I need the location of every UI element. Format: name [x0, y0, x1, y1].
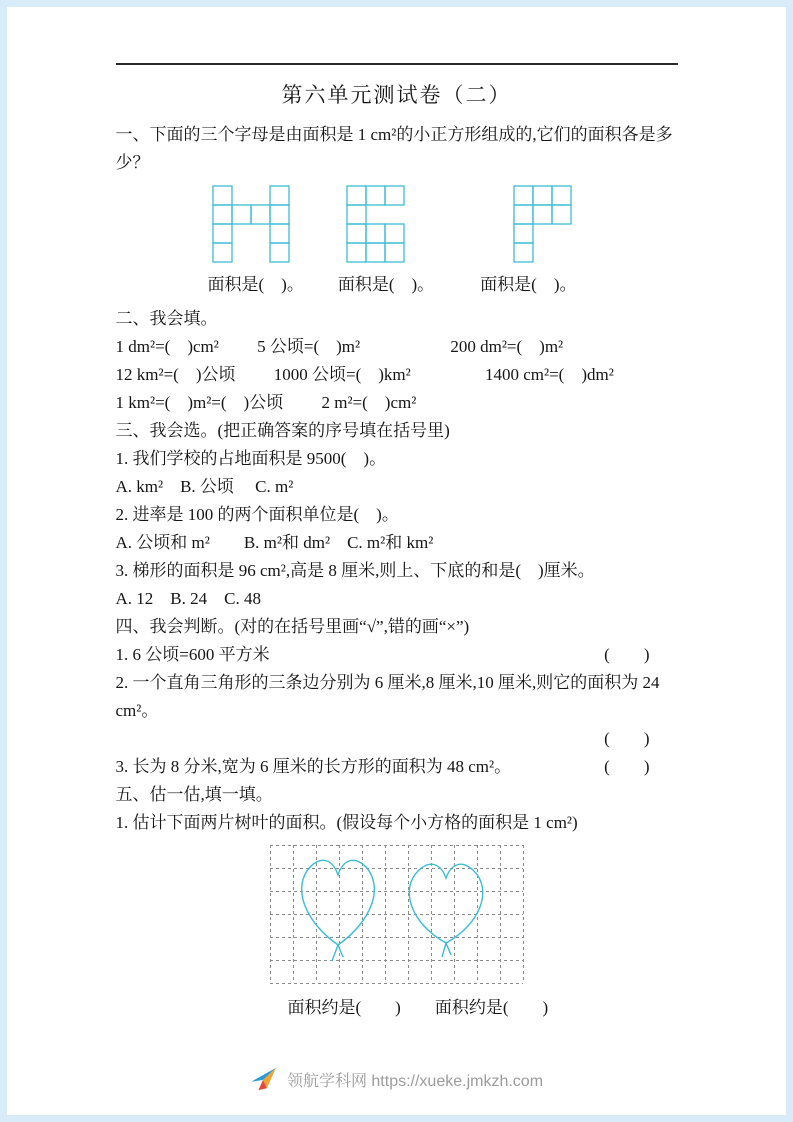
fill-blank: 1400 cm²=( )dm²: [484, 365, 614, 384]
q5-heading: 五、估一估,填一填。: [115, 785, 273, 804]
q3-options-3: A. 12 B. 24 C. 48: [115, 589, 261, 608]
letter-E-svg: [346, 185, 405, 263]
fill-blank: 2 m²=( )cm²: [321, 393, 417, 412]
letter-P-svg: [513, 185, 572, 263]
q4-item-3: [116, 753, 678, 781]
q5-sub: 1. 估计下面两片树叶的面积。(假设每个小方格的面积是 1 cm²): [115, 813, 578, 832]
dashed-grid: [270, 845, 524, 984]
judge-answer-blank: ( ): [604, 757, 650, 776]
leaf-2-stem: [442, 943, 451, 957]
site-footer: [7, 1067, 786, 1091]
fill-blank: 1 dm²=( )cm²: [115, 337, 219, 356]
judge-text: 1. 6 公顷=600 平方米: [115, 645, 270, 664]
letter-grid-P: [513, 185, 572, 268]
q1-answer-blank: 面积是( )。: [480, 275, 577, 294]
judge-text: 3. 长为 8 分米,宽为 6 厘米的长方形的面积为 48 cm²。: [115, 757, 512, 776]
footer-text: 领航学科网 https://xueke.jmkzh.com: [286, 1072, 544, 1090]
fill-line-1: [116, 333, 678, 361]
q3-heading: 三、我会选。(把正确答案的序号填在括号里): [115, 421, 450, 440]
fill-line-2: [116, 361, 678, 389]
letter-grid-H: [212, 185, 290, 268]
q1-heading: 一、下面的三个字母是由面积是 1 cm²的小正方形组成的,它们的面积各是多少？: [115, 125, 673, 172]
leaf-1-stem: [332, 945, 343, 961]
worksheet-content: [116, 79, 678, 1022]
top-rule: [116, 63, 678, 65]
q4-heading: 四、我会判断。(对的在括号里画“√”,错的画“×”): [115, 617, 470, 636]
site-logo-icon: [250, 1067, 278, 1091]
q4-item-2: 2. 一个直角三角形的三条边分别为 6 厘米,8 厘米,10 厘米,则它的面积为 24 cm²。: [115, 673, 660, 720]
fill-blank: 12 km²=( )公顷: [115, 365, 236, 384]
letter-grids: [212, 185, 678, 269]
leaf-figure: [270, 845, 524, 990]
leaf-grid-svg: [270, 845, 524, 985]
q4-item-1: [116, 641, 678, 669]
fill-line-3: [116, 389, 678, 417]
q5-answer-blank: 面积约是( ): [434, 998, 549, 1017]
q1-answer-row: [116, 271, 678, 299]
q1-answer-blank: 面积是( )。: [337, 275, 435, 294]
leaf-2-outline: [409, 864, 482, 943]
fill-blank: 1000 公顷=( )km²: [273, 365, 411, 384]
q5-answer-blank: 面积约是( ): [287, 998, 401, 1017]
q3-options-2: A. 公顷和 m² B. m²和 dm² C. m²和 km²: [115, 533, 434, 552]
page-title: 第六单元测试卷（二）: [281, 83, 512, 107]
q2-heading: 二、我会填。: [115, 309, 218, 328]
q3-item-1: 1. 我们学校的占地面积是 9500( )。: [115, 449, 387, 468]
q3-options-1: A. km² B. 公顷 C. m²: [115, 477, 294, 496]
leaf-1-outline: [301, 860, 374, 945]
q5-answer-row: [116, 994, 678, 1022]
q4-item-2-answer: [116, 725, 678, 753]
fill-blank: 1 km²=( )m²=( )公顷: [115, 393, 284, 412]
letter-grid-E: [346, 185, 405, 268]
q3-item-3: 3. 梯形的面积是 96 cm²,高是 8 厘米,则上、下底的和是( )厘米。: [115, 561, 595, 580]
letter-H-svg: [212, 185, 290, 263]
fill-blank: 5 公顷=( )m²: [257, 337, 361, 356]
q3-item-2: 2. 进率是 100 的两个面积单位是( )。: [115, 505, 399, 524]
judge-answer-blank: ( ): [604, 729, 650, 748]
fill-blank: 200 dm²=( )m²: [450, 337, 564, 356]
judge-answer-blank: ( ): [604, 645, 650, 664]
q1-answer-blank: 面积是( )。: [207, 275, 304, 294]
